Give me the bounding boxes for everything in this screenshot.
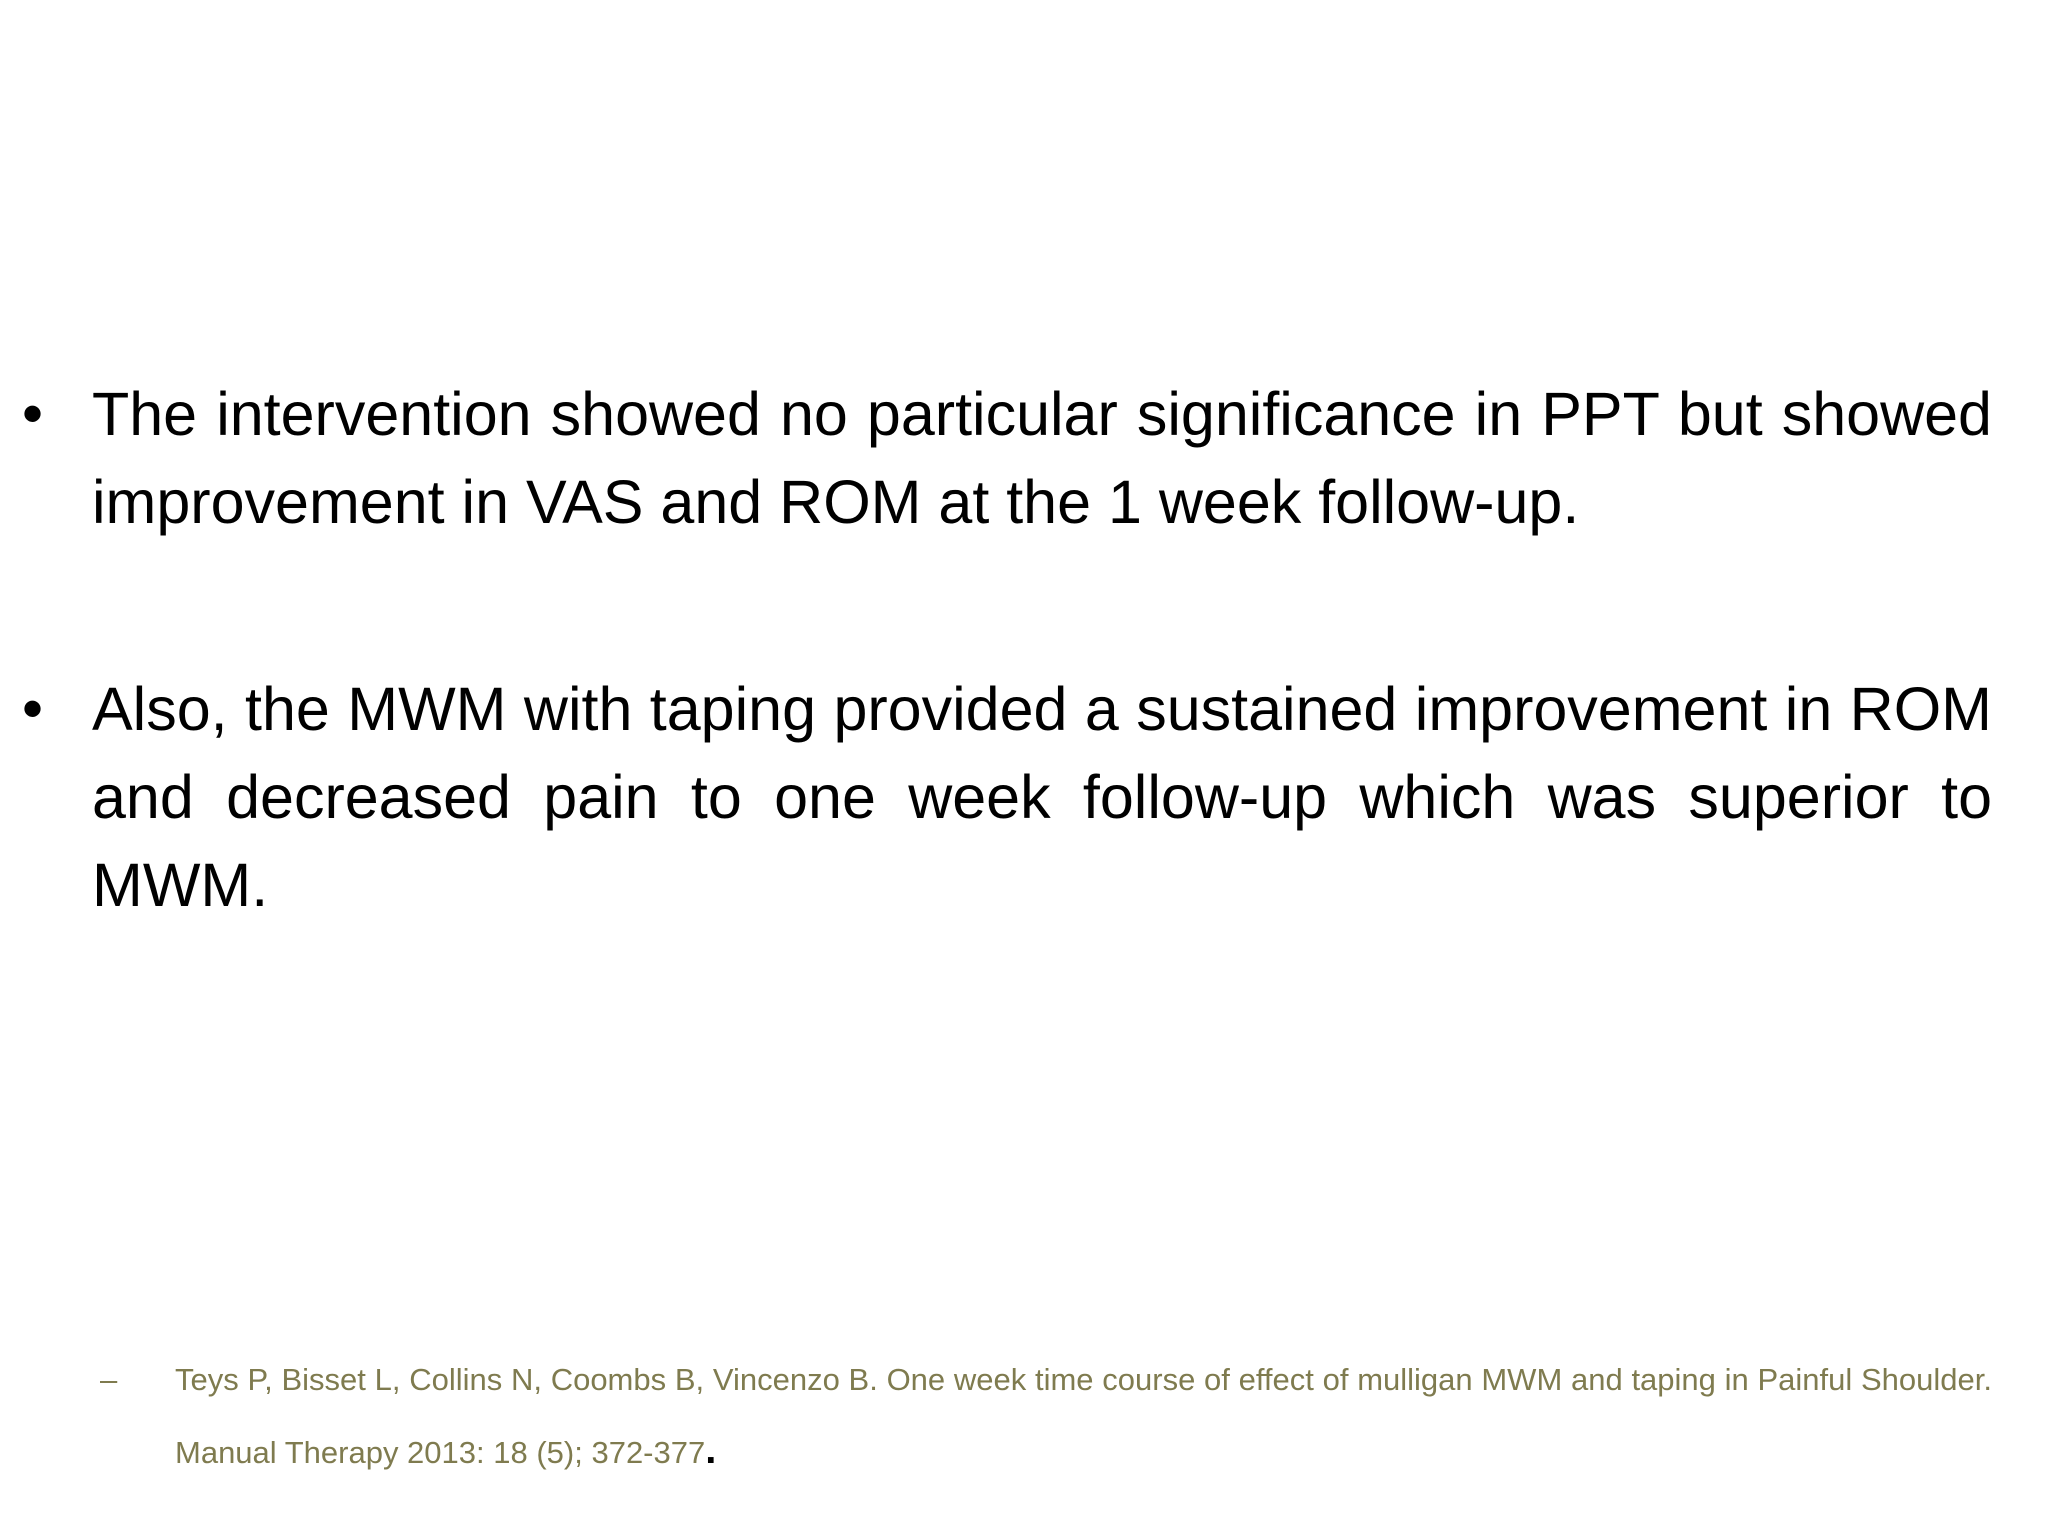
bullet-text: Also, the MWM with taping provided a sustained improvement in ROM and decreased pain to one week follow-up which was superior to MWM. <box>92 675 1992 919</box>
reference-text-block <box>175 1345 1992 1488</box>
reference-text: Teys P, Bisset L, Collins N, Coombs B, Vincenzo B. One week time course of effect of mulligan MWM and taping in Painful Shoulder. Manual Therapy 2013: 18 (5); 372-377 <box>175 1362 1992 1470</box>
bullet-marker: • <box>22 675 44 742</box>
reference-dash-marker: – <box>100 1362 118 1397</box>
bullet-text: The intervention showed no particular significance in PPT but showed improvement in VAS and ROM at the 1 week follow-up. <box>92 380 1992 536</box>
bullet-marker: • <box>22 380 44 447</box>
reference-trailing-period: . <box>705 1428 717 1472</box>
